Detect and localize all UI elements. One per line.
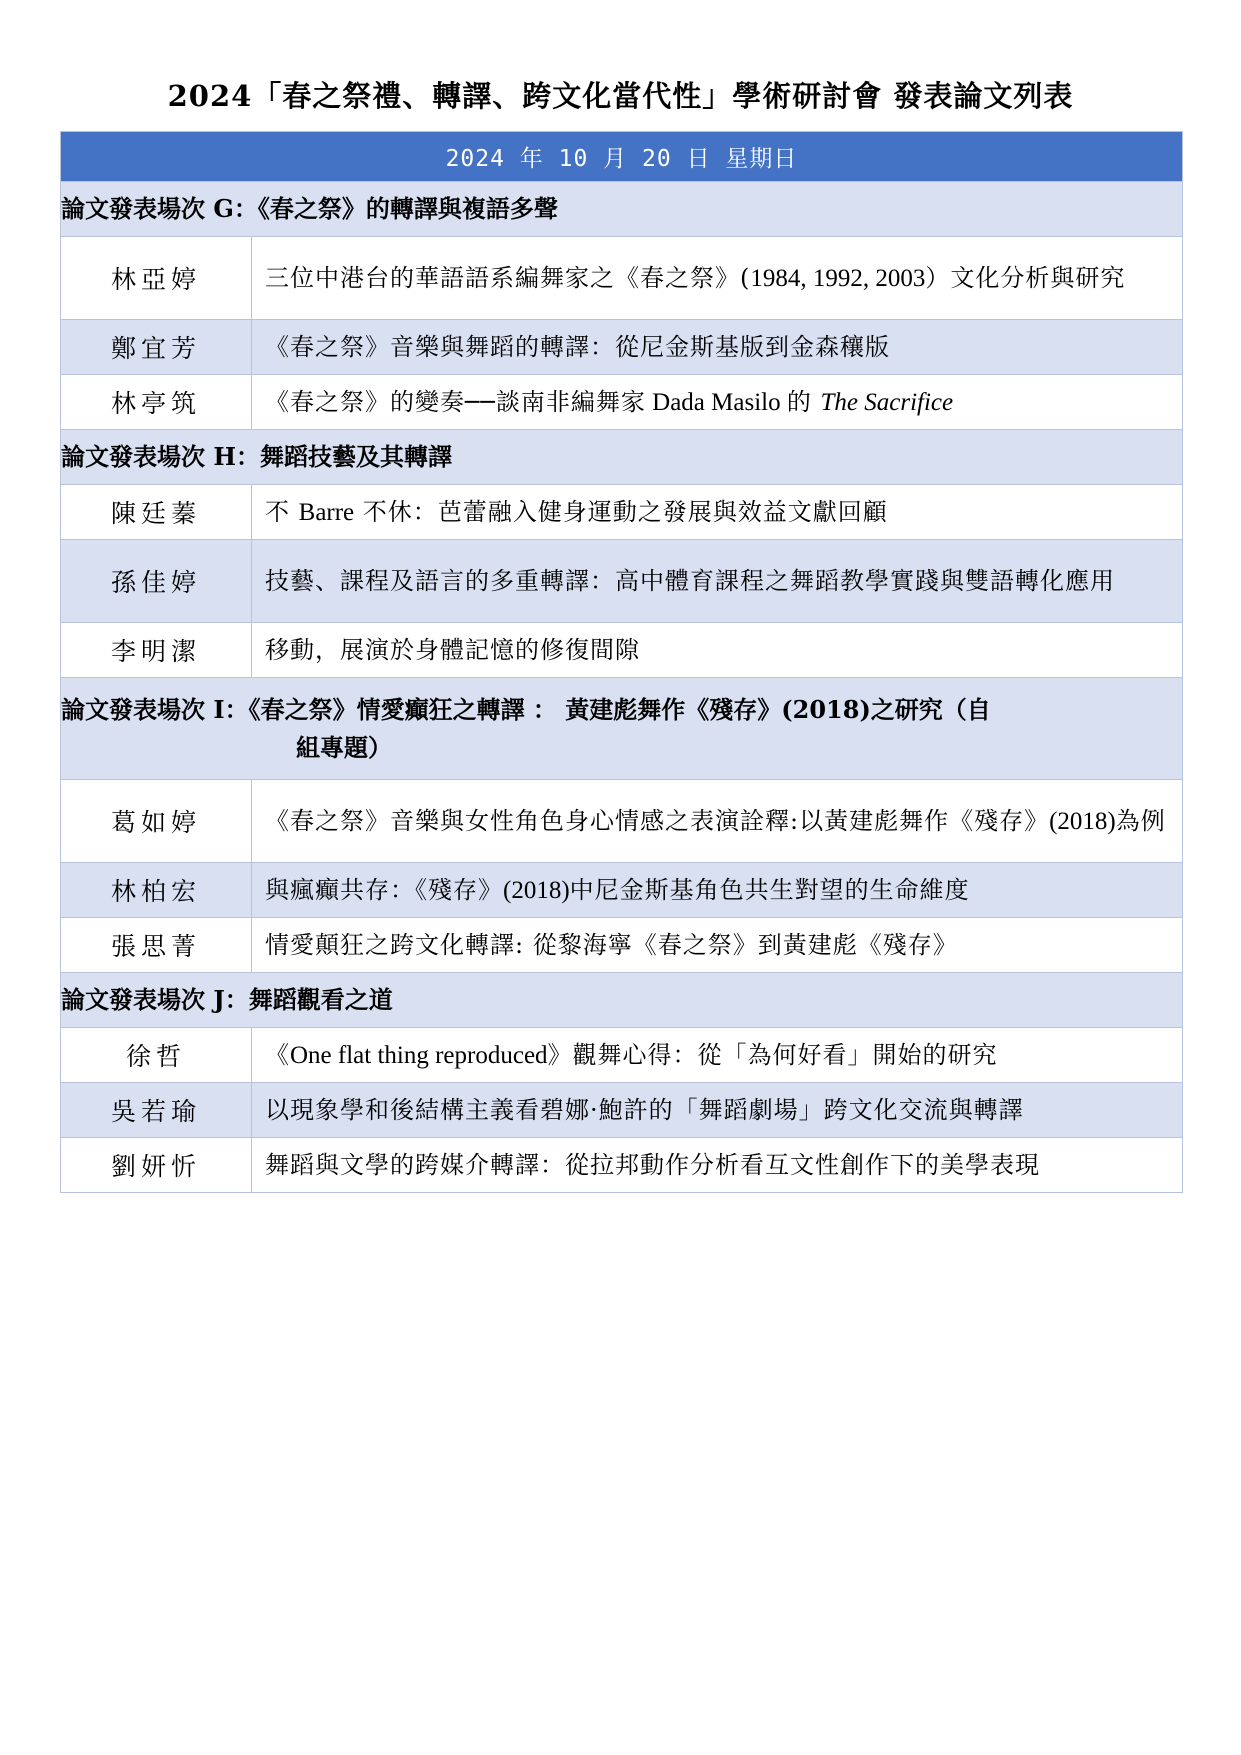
paper-title: 以現象學和後結構主義看碧娜·鮑許的「舞蹈劇場」跨文化交流與轉譯	[252, 1083, 1183, 1138]
session-label-line2: 組專題）	[296, 732, 392, 762]
work-title: The Sacrifice	[820, 388, 954, 416]
paper-title-text: 為例	[1115, 806, 1166, 835]
paper-title: 技藝、課程及語言的多重轉譯：高中體育課程之舞蹈教學實踐與雙語轉化應用	[252, 540, 1183, 623]
table-row	[61, 237, 1183, 320]
paper-title	[252, 1028, 1183, 1083]
session-label: 論文發表場次 H：舞蹈技藝及其轉譯	[61, 430, 1183, 485]
work-title: One flat thing reproduced	[290, 1041, 548, 1069]
paper-title-text: ）文化分析與研究	[925, 263, 1126, 292]
author-name: 李明潔	[61, 623, 252, 678]
paper-title-year: (2018)	[1049, 807, 1116, 835]
session-header-i	[61, 678, 1183, 780]
paper-title-text: 與瘋癲共存：《殘存》	[265, 875, 503, 904]
table-row	[61, 1083, 1183, 1138]
author-name: 葛如婷	[61, 780, 252, 863]
paper-title-year: (2018)	[503, 876, 570, 904]
table-row	[61, 623, 1183, 678]
paper-title-text: 《春之祭》音樂與女性角色身心情感之表演詮釋:以黃建彪舞作《殘存》	[265, 806, 1050, 835]
author-name: 陳廷蓁	[61, 485, 252, 540]
date-header: 2024 年 10 月 20 日 星期日	[61, 132, 1183, 182]
session-label-line1: 論文發表場次 I：《春之祭》情愛癲狂之轉譯 ： 黃建彪舞作《殘存》(2018)之研究（自	[61, 694, 991, 724]
session-label	[61, 678, 1183, 780]
paper-title	[252, 485, 1183, 540]
paper-title-years: 1984, 1992, 2003	[750, 264, 926, 292]
paper-title	[252, 780, 1183, 863]
session-label: 論文發表場次 J：舞蹈觀看之道	[61, 973, 1183, 1028]
paper-title	[252, 375, 1183, 430]
author-name: 林柏宏	[61, 863, 252, 918]
paper-title-text: 三位中港台的華語語系編舞家之《春之祭》(	[265, 263, 751, 292]
date-header-row	[61, 132, 1183, 182]
choreographer-name: Dada Masilo	[645, 388, 787, 416]
table-row	[61, 485, 1183, 540]
paper-title: 《春之祭》音樂與舞蹈的轉譯：從尼金斯基版到金森穰版	[252, 320, 1183, 375]
paper-title-text: 的	[786, 387, 821, 416]
author-name: 劉妍忻	[61, 1138, 252, 1193]
author-name: 吳若瑜	[61, 1083, 252, 1138]
session-header-g	[61, 182, 1183, 237]
paper-title	[252, 863, 1183, 918]
paper-title-text: 不休：芭蕾融入健身運動之發展與效益文獻回顧	[354, 497, 888, 526]
table-row	[61, 320, 1183, 375]
author-name: 徐哲	[61, 1028, 252, 1083]
paper-title-text: 《春之祭》的變奏──談南非編舞家	[265, 387, 646, 416]
author-name: 張思菁	[61, 918, 252, 973]
paper-title-text: 》觀舞心得：從「為何好看」開始的研究	[547, 1040, 998, 1069]
paper-schedule-table	[60, 131, 1183, 1193]
paper-title-text: 《	[265, 1040, 290, 1069]
document-title: 2024「春之祭禮、轉譯、跨文化當代性」學術研討會 發表論文列表	[167, 79, 1074, 113]
author-name: 鄭宜芳	[61, 320, 252, 375]
paper-title	[252, 237, 1183, 320]
session-label: 論文發表場次 G：《春之祭》的轉譯與複語多聲	[61, 182, 1183, 237]
paper-title-text: 不	[265, 497, 299, 526]
paper-title: 舞蹈與文學的跨媒介轉譯：從拉邦動作分析看互文性創作下的美學表現	[252, 1138, 1183, 1193]
table-row	[61, 1138, 1183, 1193]
author-name: 林亭筑	[61, 375, 252, 430]
paper-title-text: 中尼金斯基角色共生對望的生命維度	[569, 875, 970, 904]
author-name: 孫佳婷	[61, 540, 252, 623]
table-row	[61, 863, 1183, 918]
author-name: 林亞婷	[61, 237, 252, 320]
table-row	[61, 1028, 1183, 1083]
table-row	[61, 780, 1183, 863]
session-header-j	[61, 973, 1183, 1028]
session-header-h	[61, 430, 1183, 485]
paper-title-english: Barre	[298, 498, 355, 526]
paper-title: 情愛顛狂之跨文化轉譯: 從黎海寧《春之祭》到黃建彪《殘存》	[252, 918, 1183, 973]
table-row	[61, 375, 1183, 430]
paper-title: 移動，展演於身體記憶的修復間隙	[252, 623, 1183, 678]
table-row	[61, 540, 1183, 623]
table-row	[61, 918, 1183, 973]
